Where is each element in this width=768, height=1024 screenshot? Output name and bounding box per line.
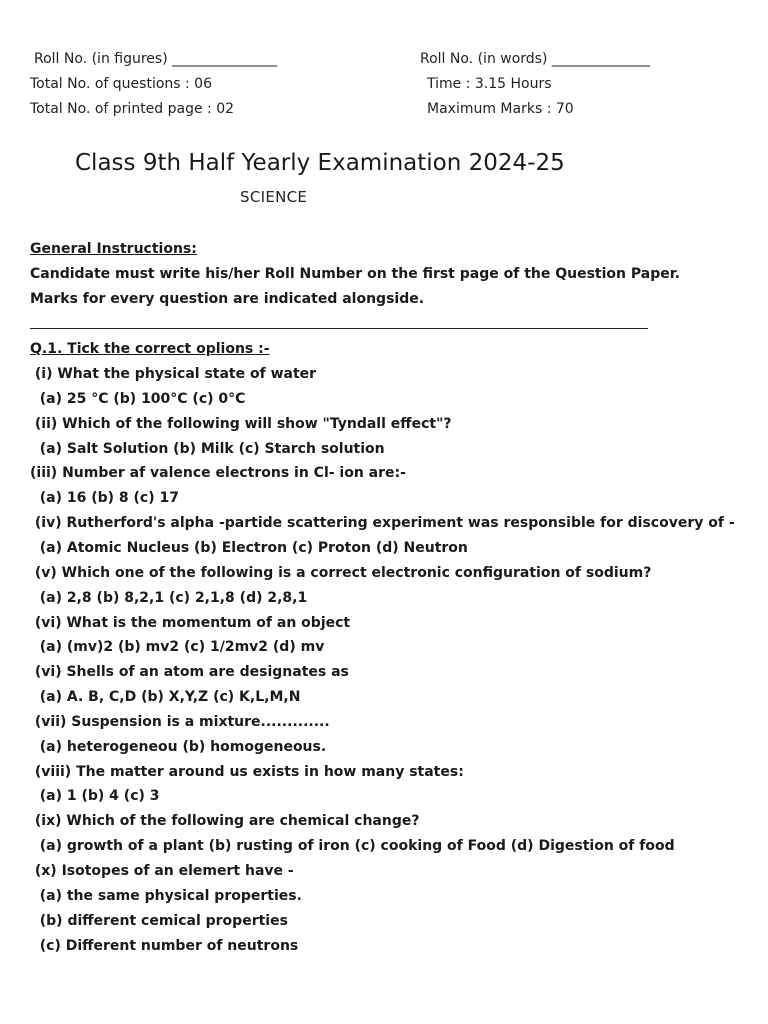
answer-options: (c) Different number of neutrons [30, 937, 299, 954]
answer-options: (a) Salt Solution (b) Milk (c) Starch solution [30, 440, 385, 457]
question-item: (viii) The matter around us exists in how many states: [30, 763, 464, 780]
question-item: (ix) Which of the following are chemical change? [30, 813, 420, 830]
maximum-marks: Maximum Marks : 70 [427, 101, 574, 117]
question-item: (iv) Rutherford's alpha -partide scattering experiment was responsible for discovery of - [30, 515, 735, 532]
instruction-item: Marks for every question are indicated alongside. [30, 291, 425, 307]
answer-options: (a) (mv)2 (b) mv2 (c) 1/2mv2 (d) mv [30, 639, 325, 656]
exam-title: Class 9th Half Yearly Examination 2024-25 [75, 150, 565, 176]
answer-options: (a) 16 (b) 8 (c) 17 [30, 490, 179, 507]
question-item: (iii) Number af valence electrons in Cl- ion are:- [30, 465, 406, 482]
answer-options: (a) heterogeneou (b) homogeneous. [30, 738, 327, 755]
roll-no-figures: Roll No. (in figures) _______________ [34, 51, 278, 67]
answer-options: (a) 2,8 (b) 8,2,1 (c) 2,1,8 (d) 2,8,1 [30, 589, 308, 606]
general-instructions-heading: General Instructions: [30, 241, 197, 257]
question-1-heading: Q.1. Tick the correct oplions :- [30, 341, 270, 357]
answer-options: (a) Atomic Nucleus (b) Electron (c) Proton (d) Neutron [30, 539, 468, 556]
question-item: (v) Which one of the following is a correct electronic configuration of sodium? [30, 564, 652, 581]
question-item: (i) What the physical state of water [30, 366, 317, 382]
instruction-item: Candidate must write his/her Roll Number on the first page of the Question Paper. [30, 266, 680, 282]
question-item: (vi) What is the momentum of an object [30, 614, 351, 631]
exam-time: Time : 3.15 Hours [427, 76, 552, 92]
question-item: (ii) Which of the following will show "Tyndall effect"? [30, 415, 452, 432]
question-item: (vii) Suspension is a mixture............. [30, 713, 330, 730]
question-item: (x) Isotopes of an elemert have - [30, 863, 294, 879]
answer-options: (a) the same physical properties. [30, 887, 302, 904]
answer-options: (a) 1 (b) 4 (c) 3 [30, 788, 160, 805]
exam-subject: SCIENCE [240, 188, 308, 206]
answer-options: (a) A. B, C,D (b) X,Y,Z (c) K,L,M,N [30, 689, 301, 706]
section-divider [30, 328, 648, 329]
answer-options: (a) growth of a plant (b) rusting of iron (c) cooking of Food (d) Digestion of food [30, 838, 675, 855]
roll-no-words: Roll No. (in words) ______________ [420, 51, 650, 67]
answer-options: (a) 25 °C (b) 100°C (c) 0°C [30, 390, 246, 407]
total-questions: Total No. of questions : 06 [30, 76, 212, 92]
question-item: (b) different cemical properties [30, 912, 288, 929]
question-item: (vi) Shells of an atom are designates as [30, 664, 349, 681]
total-printed-pages: Total No. of printed page : 02 [30, 101, 235, 117]
